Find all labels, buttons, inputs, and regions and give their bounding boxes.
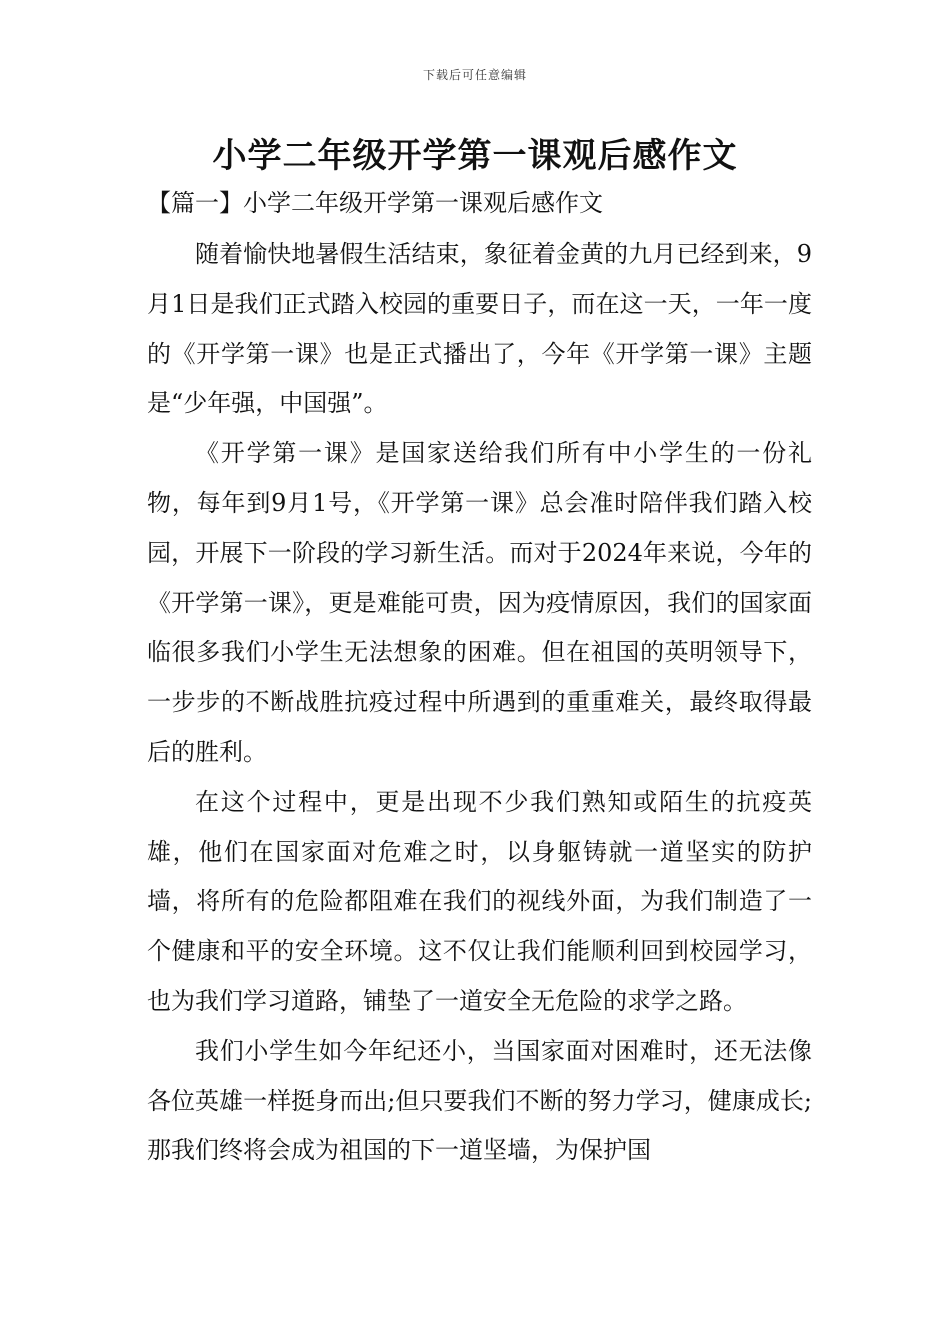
paragraph: 我们小学生如今年纪还小，当国家面对困难时，还无法像各位英雄一样挺身而出;但只要我们不断的努力学习，健康成长;那我们终将会成为祖国的下一道坚墙，为保护国 — [147, 1036, 812, 1165]
document-body — [147, 230, 812, 1176]
document-title: 小学二年级开学第一课观后感作文 — [212, 136, 738, 176]
paragraph: 随着愉快地暑假生活结束，象征着金黄的九月已经到来，9月1日是我们正式踏入校园的重要日子，而在这一天，一年一度的《开学第一课》也是正式播出了，今年《开学第一课》主题是“少年强，中国强”。 — [147, 240, 812, 418]
paragraph: 《开学第一课》是国家送给我们所有中小学生的一份礼物，每年到9月1号，《开学第一课》总会准时陪伴我们踏入校园，开展下一阶段的学习新生活。而对于2024年来说，今年的《开学第一课》，更是难能可贵，因为疫情原因，我们的国家面临很多我们小学生无法想象的困难。但在祖国的英明领导下，一步步的不断战胜抗疫过程中所遇到的重重难关，最终取得最后的胜利。 — [147, 439, 812, 766]
section-heading: 【篇一】小学二年级开学第一课观后感作文 — [147, 189, 603, 217]
header-note: 下载后可任意编辑 — [422, 68, 527, 82]
paragraph: 在这个过程中，更是出现不少我们熟知或陌生的抗疫英雄，他们在国家面对危难之时，以身躯铸就一道坚实的防护墙，将所有的危险都阻难在我们的视线外面，为我们制造了一个健康和平的安全环境。这不仅让我们能顺利回到校园学习，也为我们学习道路，铺垫了一道安全无危险的求学之路。 — [147, 787, 812, 1015]
